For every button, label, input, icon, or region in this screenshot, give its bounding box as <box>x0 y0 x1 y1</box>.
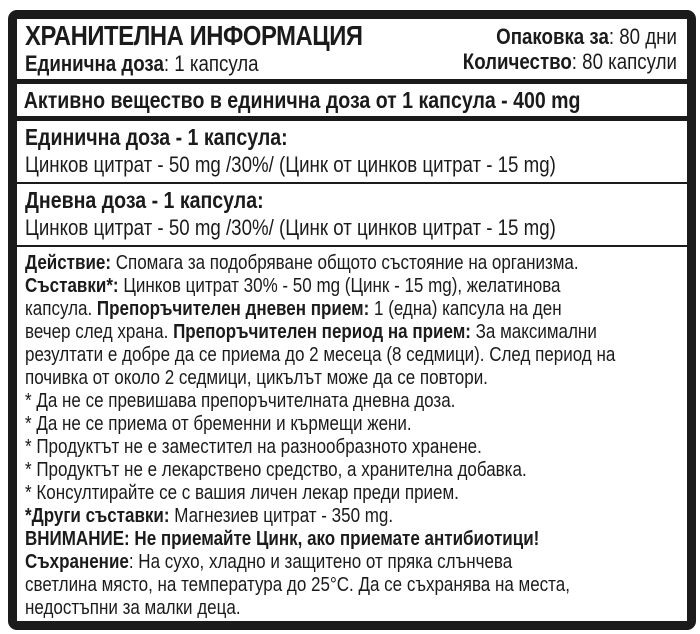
body-line: * Продуктът не е заместител на разнообразното хранене. <box>25 436 482 458</box>
body-line: резултати е добре да се приема до 2 месеца (8 седмици). След период на <box>25 344 616 366</box>
quantity-value: : 80 капсули <box>571 49 677 74</box>
label-title: ХРАНИТЕЛНА ИНФОРМАЦИЯ <box>25 20 363 51</box>
single-dose-value: : 1 капсула <box>163 51 259 76</box>
body-line: вечер след храна. Препоръчителен период на прием: За максимални <box>25 321 597 343</box>
body-line: Действие: Спомага за подобряване общото състояние на организма. <box>25 252 579 274</box>
active-substance-row: Активно вещество в единична доза от 1 капсула - 400 mg <box>23 87 581 113</box>
body-line: * Продуктът не е лекарствено средство, а хранителна добавка. <box>25 459 527 481</box>
body-text <box>17 247 687 620</box>
single-dose-row <box>25 51 363 77</box>
single-dose-label: Единична доза <box>25 51 164 76</box>
body-line: почивка от около 2 седмици, цикълът може да се повтори. <box>25 367 488 389</box>
body-line: *Други съставки: Магнезиев цитрат - 350 mg. <box>25 505 394 527</box>
body-line: Съхранение: На сухо, хладно и защитено от пряка слънчева <box>25 551 513 573</box>
body-line: светлина място, на температура до 25°C. Да се съхранява на места, <box>25 574 570 596</box>
section-content: Цинков цитрат - 50 mg /30%/ (Цинк от цинков цитрат - 15 mg) <box>25 215 556 240</box>
section-heading: Единична доза - 1 капсула: <box>25 124 288 150</box>
quantity-label: Количество <box>462 49 572 74</box>
body-line: * Да не се приема от бременни и кърмещи жени. <box>25 413 412 435</box>
section-content: Цинков цитрат - 50 mg /30%/ (Цинк от цинков цитрат - 15 mg) <box>25 152 556 177</box>
body-line: Съставки*: Цинков цитрат 30% - 50 mg (Цинк - 15 mg), желатинова <box>25 275 561 297</box>
single-dose-section <box>17 121 687 182</box>
body-line: недостъпни за малки деца. <box>25 597 241 619</box>
header-right-column <box>425 24 677 74</box>
body-line: * Консултирайте се с вашия личен лекар преди прием. <box>25 482 459 504</box>
package-row <box>463 24 677 49</box>
body-line: капсула. Препоръчителен дневен прием: 1 (една) капсула на ден <box>25 298 562 320</box>
nutrition-label <box>8 10 696 630</box>
header-left-column <box>25 20 422 77</box>
quantity-row <box>463 49 677 74</box>
body-line: ВНИМАНИЕ: Не приемайте Цинк, ако приемате антибиотици! <box>25 528 540 550</box>
daily-dose-section <box>17 184 687 245</box>
package-label: Опаковка за <box>496 24 609 49</box>
package-value: : 80 дни <box>608 24 677 49</box>
body-line: * Да не се превишава препоръчителната дневна доза. <box>25 390 456 412</box>
label-header <box>17 19 687 79</box>
section-heading: Дневна доза - 1 капсула: <box>25 187 264 213</box>
